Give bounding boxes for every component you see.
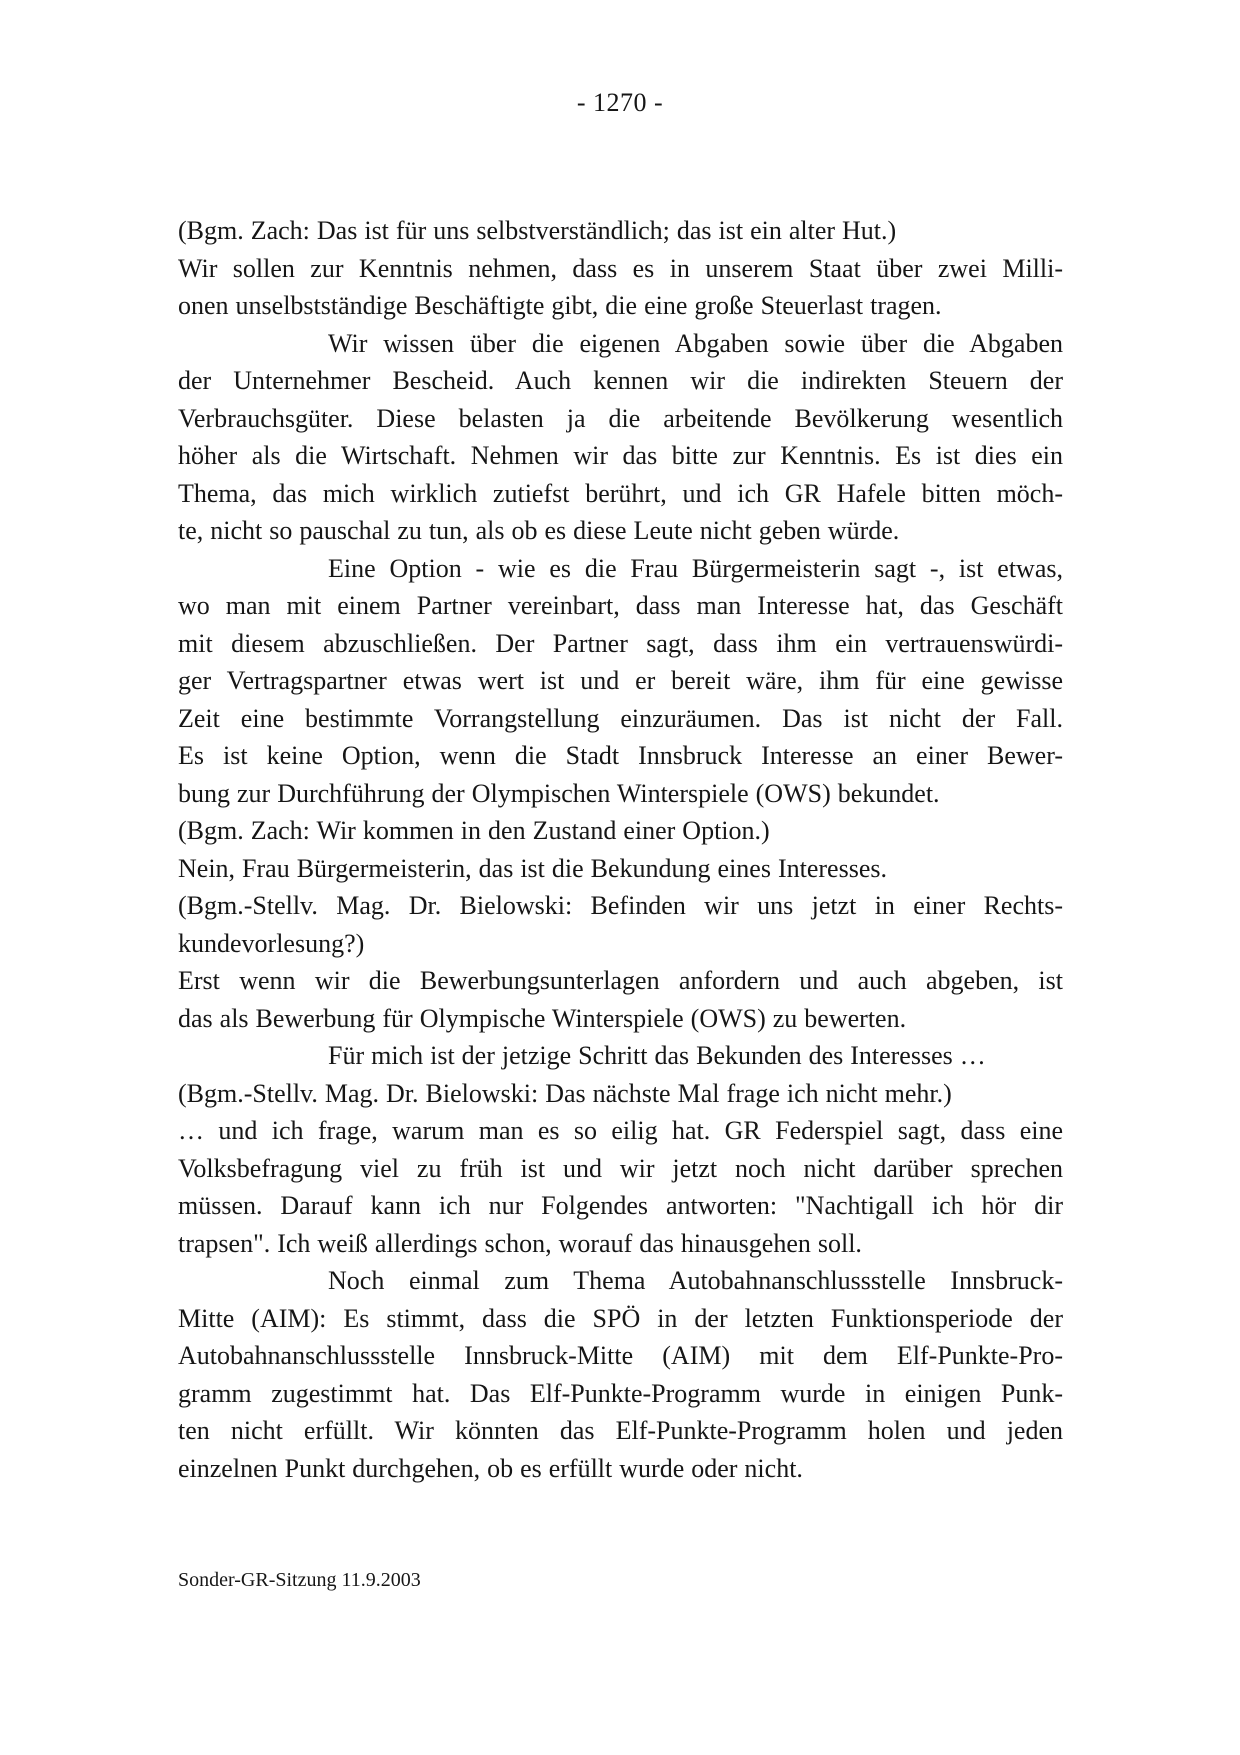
text-line: das als Bewerbung für Olympische Winterspiele (OWS) zu bewerten. xyxy=(178,1003,907,1033)
text-line: te, nicht so pauschal zu tun, als ob es diese Leute nicht geben würde. xyxy=(178,516,900,545)
text-line: (Bgm.-Stellv. Mag. Dr. Bielowski: Befinden wir uns jetzt in einer Rechts- xyxy=(178,891,1063,920)
text-line: Zeit eine bestimmte Vorrangstellung einzuräumen. Das ist nicht der Fall. xyxy=(178,703,1063,733)
text-line: Nein, Frau Bürgermeisterin, das ist die Bekundung eines Interesses. xyxy=(178,853,887,883)
text-line: gramm zugestimmt hat. Das Elf-Punkte-Programm wurde in einigen Punk- xyxy=(178,1378,1063,1408)
text-line: Verbrauchsgüter. Diese belasten ja die arbeitende Bevölkerung wesentlich xyxy=(178,403,1063,433)
text-line: mit diesem abzuschließen. Der Partner sagt, dass ihm ein vertrauenswürdi- xyxy=(178,628,1063,658)
page-footer: Sonder-GR-Sitzung 11.9.2003 xyxy=(178,1569,421,1591)
text-line: ten nicht erfüllt. Wir könnten das Elf-Punkte-Programm holen und jeden xyxy=(178,1416,1063,1445)
text-line: Volksbefragung viel zu früh ist und wir jetzt noch nicht darüber sprechen xyxy=(178,1153,1063,1183)
text-line: einzelnen Punkt durchgehen, ob es erfüllt wurde oder nicht. xyxy=(178,1453,803,1483)
text-line: onen unselbstständige Beschäftigte gibt, die eine große Steuerlast tragen. xyxy=(178,291,942,320)
text-line: der Unternehmer Bescheid. Auch kennen wir die indirekten Steuern der xyxy=(178,366,1063,395)
page-body xyxy=(178,212,1063,1487)
text-line: Wir wissen über die eigenen Abgaben sowie über die Abgaben xyxy=(328,328,1063,358)
page-number: - 1270 - xyxy=(576,88,664,117)
text-line: Wir sollen zur Kenntnis nehmen, dass es in unserem Staat über zwei Milli- xyxy=(178,253,1063,283)
text-line: Für mich ist der jetzige Schritt das Bekunden des Interesses … xyxy=(328,1041,986,1070)
text-line: ger Vertragspartner etwas wert ist und er bereit wäre, ihm für eine gewisse xyxy=(178,666,1063,695)
text-line: (Bgm. Zach: Wir kommen in den Zustand einer Option.) xyxy=(178,816,770,845)
text-line: Es ist keine Option, wenn die Stadt Innsbruck Interesse an einer Bewer- xyxy=(178,741,1063,770)
text-line: Mitte (AIM): Es stimmt, dass die SPÖ in der letzten Funktionsperiode der xyxy=(178,1303,1063,1333)
text-line: wo man mit einem Partner vereinbart, dass man Interesse hat, das Geschäft xyxy=(178,591,1063,620)
text-line: Noch einmal zum Thema Autobahnanschlussstelle Innsbruck- xyxy=(328,1266,1063,1295)
text-line: höher als die Wirtschaft. Nehmen wir das bitte zur Kenntnis. Es ist dies ein xyxy=(178,441,1063,470)
text-line: Autobahnanschlussstelle Innsbruck-Mitte (AIM) mit dem Elf-Punkte-Pro- xyxy=(178,1341,1063,1370)
text-line: Erst wenn wir die Bewerbungsunterlagen anfordern und auch abgeben, ist xyxy=(178,966,1063,995)
text-line: Eine Option - wie es die Frau Bürgermeisterin sagt -, ist etwas, xyxy=(328,553,1063,583)
text-line: (Bgm. Zach: Das ist für uns selbstverständlich; das ist ein alter Hut.) xyxy=(178,216,897,245)
text-line: Thema, das mich wirklich zutiefst berührt, und ich GR Hafele bitten möch- xyxy=(178,478,1063,508)
text-line: (Bgm.-Stellv. Mag. Dr. Bielowski: Das nächste Mal frage ich nicht mehr.) xyxy=(178,1078,952,1108)
text-line: kundevorlesung?) xyxy=(178,928,365,958)
text-line: müssen. Darauf kann ich nur Folgendes antworten: "Nachtigall ich hör dir xyxy=(178,1191,1063,1220)
text-line: bung zur Durchführung der Olympischen Winterspiele (OWS) bekundet. xyxy=(178,778,940,808)
text-line: … und ich frage, warum man es so eilig hat. GR Federspiel sagt, dass eine xyxy=(178,1116,1063,1145)
text-line: trapsen". Ich weiß allerdings schon, worauf das hinausgehen soll. xyxy=(178,1228,862,1258)
